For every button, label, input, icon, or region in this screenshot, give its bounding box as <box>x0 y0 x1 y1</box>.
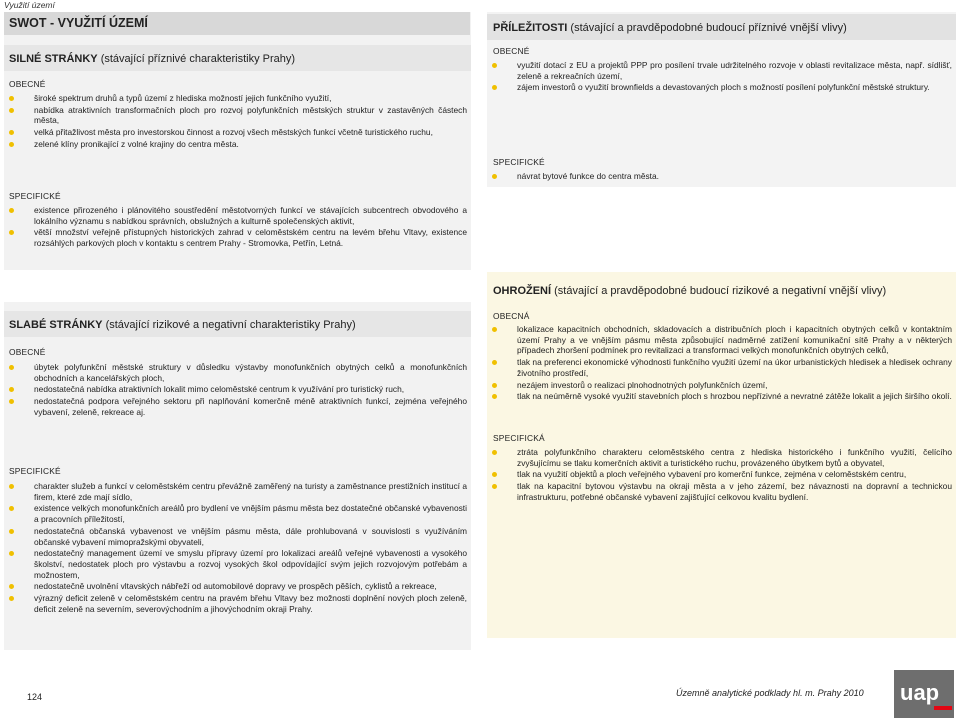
threats-section <box>487 280 956 403</box>
threats-specific-item: tlak na kapacitní bytovou výstavbu na okraji města a v jeho zázemí, bez návaznosti na dopravní a technickou infrastrukturu, potřebné občanské vybavení zajišťující celkovou kvalitu bydlení. <box>487 481 956 502</box>
footer-publication-title: Územně analytické podklady hl. m. Prahy 2010 <box>676 688 864 698</box>
strengths-specific-section <box>4 191 471 250</box>
opportunities-specific-label: SPECIFICKÉ <box>493 157 545 167</box>
svg-text:uap: uap <box>900 680 940 705</box>
threats-specific-label: SPECIFICKÁ <box>493 433 545 443</box>
opportunities-section <box>487 14 956 94</box>
strengths-general-item: velká přitažlivost města pro investorskou činnost a rozvoj všech městských funkcí včetně turistického ruchu, <box>4 127 471 138</box>
threats-general-list <box>487 324 956 402</box>
weaknesses-specific-item: existence velkých monofunkčních areálů pro bydlení ve vnějším pásmu města bez dostatečné občanské vybavenosti a pracovních příležitostí, <box>4 503 471 524</box>
threats-general-item: tlak na neúměrně vysoké využití stavebních ploch s hrozbou nepřízivné a nevratné zátěže lokalit a jejich širšího okolí. <box>487 391 956 402</box>
threats-title-bar <box>487 280 956 300</box>
opportunities-general-list <box>487 60 956 93</box>
uap-logo-graphic <box>894 670 954 718</box>
opportunities-specific-list <box>487 171 956 182</box>
weaknesses-specific-item: nedostatečný management území ve smyslu přípravy území pro lokalizaci areálů veřejné vybavenosti a vysokého školství, nedostatek ploch pro výstavbu a rozvoj vysokých škol odpovídající svým jejich rozvojovým potřebám a možnostem, <box>4 548 471 580</box>
weaknesses-specific-item: nedostatečná občanská vybavenost ve vnějším pásmu města, dále prohlubovaná v souvislosti s využíváním občanské vybavení mimopražskými obyvateli, <box>4 526 471 547</box>
weaknesses-section <box>4 311 471 419</box>
opportunities-specific-section <box>487 157 956 183</box>
swot-title: SWOT - VYUŽITÍ ÚZEMÍ <box>4 12 470 35</box>
weaknesses-general-item: nedostatečná nabídka atraktivních lokalit mimo celoměstské centrum k využívání pro turistický ruch, <box>4 384 471 395</box>
opportunities-general-label: OBECNÉ <box>493 46 530 56</box>
opportunities-title-bar <box>487 14 956 40</box>
weaknesses-specific-item: výrazný deficit zeleně v celoměstském centru na pravém břehu Vltavy bez možnosti doplnění nových ploch zeleně, deficit zeleně na severním, severovýchodním a jihovýchodním okraji Prahy. <box>4 593 471 614</box>
weaknesses-specific-list <box>4 481 471 614</box>
strengths-section <box>4 40 471 151</box>
threats-specific-item: tlak na využití objektů a ploch veřejného vybavení pro komerční funkce, zejména v celoměstském centru, <box>487 469 956 480</box>
threats-general-item: tlak na preferenci ekonomické výhodnosti funkčního využití území na úkor urbanistických hledisek a hledisek ochrany životního prostředí, <box>487 357 956 378</box>
opportunities-general-item: zájem investorů o využití brownfields a devastovaných ploch s možností posílení polyfunkční městské struktury. <box>487 82 956 93</box>
strengths-general-item: široké spektrum druhů a typů území z hlediska možností jejich funkčního využití, <box>4 93 471 104</box>
weaknesses-general-label: OBECNÉ <box>9 347 46 357</box>
weaknesses-title: SLABÉ STRÁNKY (stávající rizikové a negativní charakteristiky Prahy) <box>9 319 356 331</box>
weaknesses-specific-section <box>4 466 471 615</box>
strengths-title-bar <box>4 45 471 71</box>
strengths-specific-item: větší množství veřejně přístupných historických zahrad v celoměstském centru na levém břehu Vltavy, existence rozsáhlých parkových ploch v kontaktu s centrem Prahy - Stromovka, Petřín, Letná. <box>4 227 471 248</box>
weaknesses-specific-item: nedostatečně uvolnění vltavských nábřeží od automobilové dopravy ve prospěch pěších, cyklistů a rekreace, <box>4 581 471 592</box>
strengths-specific-item: existence přirozeného i plánovitého soustředění městotvorných funkcí ve stávajících subcentrech obvodového a lokálního významu s nabídkou správních, obslužných a kulturně společenských aktivit, <box>4 205 471 226</box>
weaknesses-title-bar <box>4 311 471 337</box>
opportunities-title: PŘÍLEŽITOSTI (stávající a pravděpodobné budoucí příznivé vnější vlivy) <box>493 22 847 34</box>
strengths-general-label: OBECNÉ <box>9 79 46 89</box>
strengths-general-list <box>4 93 471 150</box>
threats-general-item: nezájem investorů o realizaci plnohodnotných polyfunkčních území, <box>487 380 956 391</box>
threats-specific-item: ztráta polyfunkčního charakteru celoměstského centra z hlediska historického i funkčního využití, čelícího zvyšujícímu se tlaku komerčních aktivit a turistického ruchu, provázeného úbytkem bytů a obyvatel, <box>487 447 956 468</box>
weaknesses-specific-label: SPECIFICKÉ <box>9 466 61 476</box>
strengths-general-item: nabídka atraktivních transformačních ploch pro rozvoj polyfunkčních městských struktur v zastavěných částech města, <box>4 105 471 126</box>
strengths-specific-label: SPECIFICKÉ <box>9 191 61 201</box>
page-number: 124 <box>27 692 43 702</box>
threats-specific-list <box>487 447 956 503</box>
threats-specific-section <box>487 433 956 504</box>
document-section-tag: Využití území <box>4 0 55 10</box>
strengths-specific-list <box>4 205 471 249</box>
threats-general-label: OBECNÁ <box>493 311 530 321</box>
threats-title: OHROŽENÍ (stávající a pravděpodobné budoucí rizikové a negativní vnější vlivy) <box>493 285 887 297</box>
strengths-title: SILNÉ STRÁNKY (stávající příznivé charakteristiky Prahy) <box>9 53 296 65</box>
weaknesses-general-item: úbytek polyfunkční městské struktury v důsledku výstavby monofunkčních obytných celků a monofunkčních obchodních a kancelářských ploch, <box>4 362 471 383</box>
uap-logo <box>894 670 954 718</box>
strengths-general-item: zelené klíny pronikající z volné krajiny do centra města. <box>4 139 471 150</box>
weaknesses-general-item: nedostatečná podpora veřejného sektoru při naplňování komerčně méně atraktivních funkcí, zejména veřejného vybavení, zeleně, rekreace aj. <box>4 396 471 417</box>
weaknesses-general-list <box>4 362 471 418</box>
opportunities-specific-item: návrat bytové funkce do centra města. <box>487 171 956 182</box>
weaknesses-specific-item: charakter služeb a funkcí v celoměstském centru převážně zaměřený na turisty a zaměstnance prestižních institucí a firem, které zde mají sídlo, <box>4 481 471 502</box>
threats-general-item: lokalizace kapacitních obchodních, skladovacích a distribučních ploch i kapacitních obytných celků v kontaktním území Prahy a ve vnějším pásmu města způsobující nadměrné zatížení komunikační sítě Prahy a v některých případech zhoršení podmínek pro revitalizaci a transformaci velkých monofunkčních obytných celků, <box>487 324 956 356</box>
opportunities-general-item: využití dotací z EU a projektů PPP pro posílení trvale udržitelného rozvoje v oblasti revitalizace města, např. sídlišť, zeleně a rekreačních území, <box>487 60 956 81</box>
